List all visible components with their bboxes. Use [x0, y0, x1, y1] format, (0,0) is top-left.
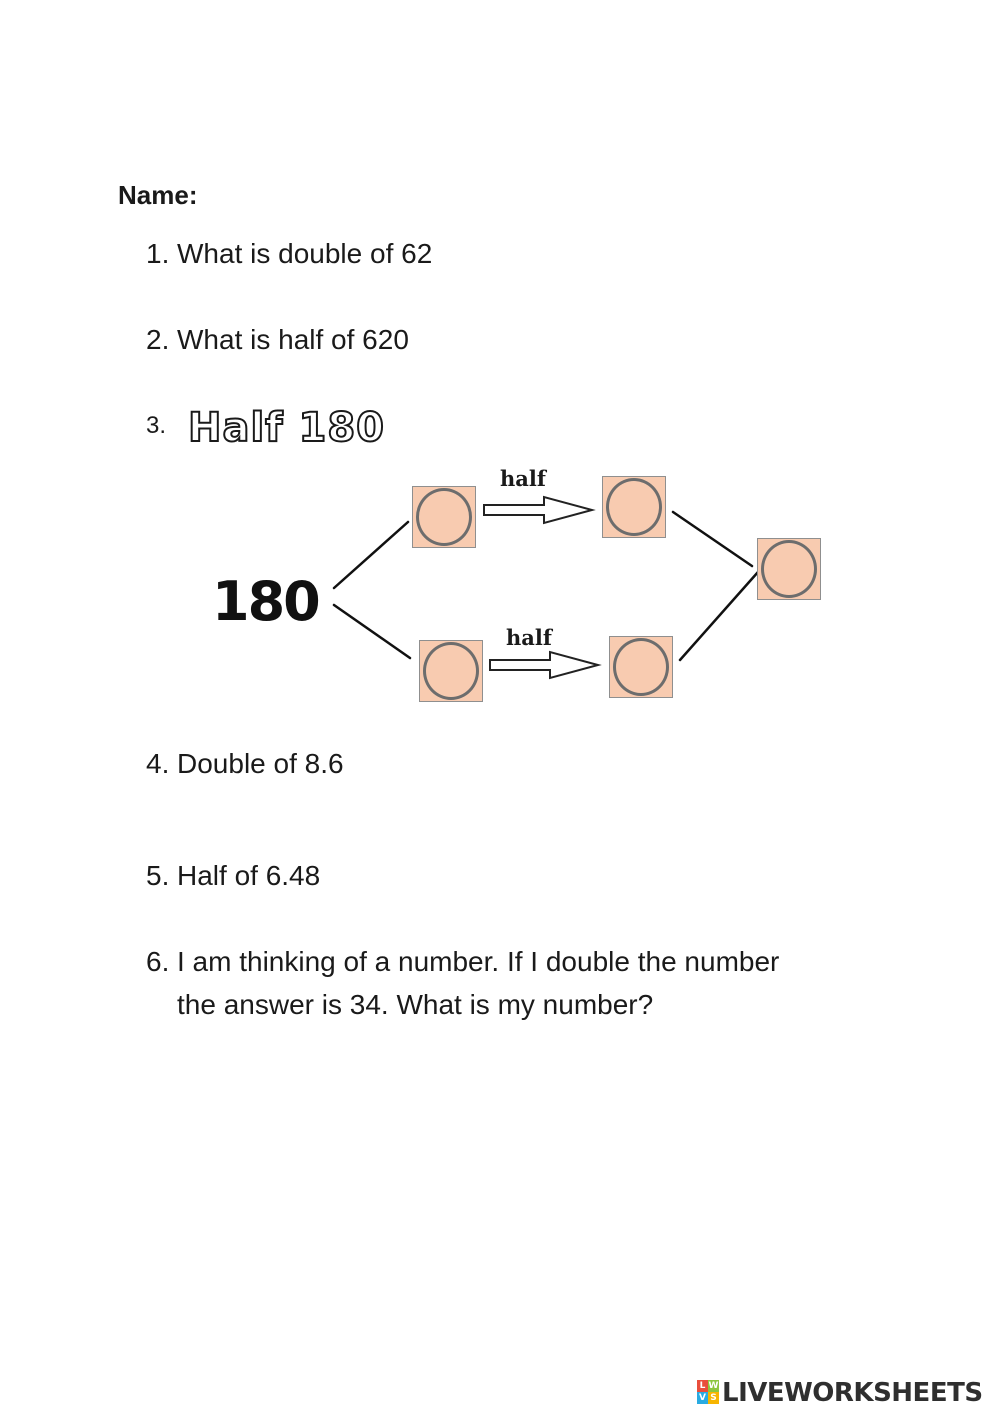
branch-line-top [334, 522, 408, 588]
question-number: 6. [146, 946, 170, 977]
answer-box-top-left[interactable] [412, 486, 476, 548]
logo-icon-letter: V [697, 1392, 708, 1404]
question-number: 5. [146, 860, 170, 891]
question-text-line-2: the answer is 34. What is my number? [177, 989, 654, 1020]
answer-box-bottom-right[interactable] [609, 636, 673, 698]
half-label-bottom: half [506, 625, 552, 650]
question-number: 4. [146, 748, 170, 779]
question-number: 3. [146, 412, 167, 439]
branch-line-bottom [334, 605, 410, 658]
question-text: What is half of 620 [177, 324, 409, 355]
logo-icon-letter: S [708, 1392, 719, 1404]
logo-icon-letter: W [708, 1381, 719, 1391]
liveworksheets-logo-text: LIVEWORKSHEETS [722, 1378, 983, 1408]
question-number: 2. [146, 324, 170, 355]
arrow-top [484, 497, 592, 523]
question-text: Double of 8.6 [177, 748, 344, 779]
start-number: 180 [212, 570, 319, 633]
arrow-bottom [490, 652, 598, 678]
name-label: Name: [118, 180, 198, 210]
answer-box-bottom-left[interactable] [419, 640, 483, 702]
question-text: Half of 6.48 [177, 860, 321, 891]
liveworksheets-logo-icon [697, 1380, 719, 1404]
answer-box-top-right[interactable] [602, 476, 666, 538]
question-text: What is double of 62 [177, 238, 433, 269]
answer-box-final[interactable] [757, 538, 821, 600]
merge-line-top [673, 512, 752, 566]
logo-icon-letter: L [697, 1380, 708, 1392]
question-text-line-1: I am thinking of a number. If I double the number [177, 946, 780, 977]
question-number: 1. [146, 238, 170, 269]
half-label-top: half [500, 466, 546, 491]
question-3-title: Half 180 [188, 405, 386, 451]
merge-line-bottom [680, 572, 758, 660]
